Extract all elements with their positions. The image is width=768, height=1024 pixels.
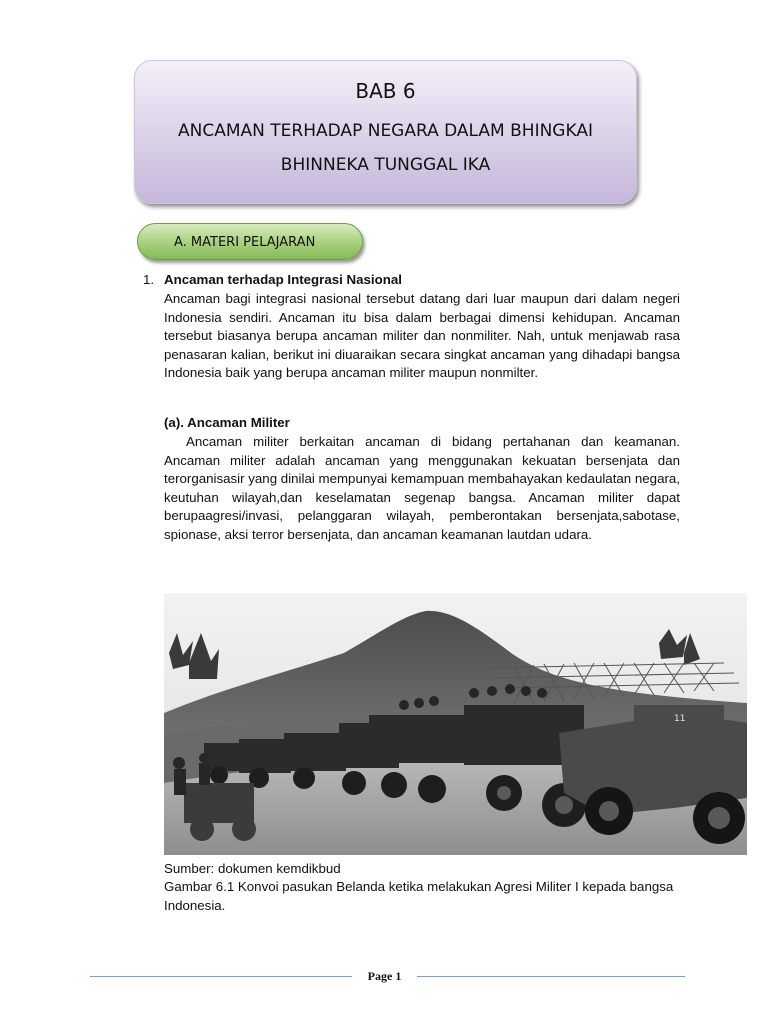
chapter-number: BAB 6 xyxy=(355,79,416,103)
page-number: Page 1 xyxy=(367,969,402,983)
convoy-photo xyxy=(164,593,747,855)
footer-rule-right xyxy=(417,976,685,977)
chapter-title-line2: BHINNEKA TUNGGAL IKA xyxy=(280,155,491,175)
footer-rule-left xyxy=(90,976,352,977)
vehicle-marking: 11 xyxy=(674,714,686,724)
subsection-heading: (a). Ancaman Militer xyxy=(164,415,290,430)
section-label: A. MATERI PELAJARAN xyxy=(137,223,363,260)
subsection-paragraph: Ancaman militer berkaitan ancaman di bidang pertahanan dan keamanan. Ancaman militer adalah ancaman yang menggunakan kekuatan bersenjata dan terorganisasir yang dinilai mempunyai kemampuan membahayakan kedaulatan negara, keutuhan wilayah,dan keselamatan segenap bangsa. Ancaman militer dapat berupaagresi/invasi, pelanggaran wilayah, pemberontakan bersenjata,sabotase, spionase, aksi terror bersenjata, dan ancaman keamanan lautdan udara. xyxy=(164,434,680,542)
item-paragraph: Ancaman bagi integrasi nasional tersebut datang dari luar maupun dari dalam negeri Indonesia sendiri. Ancaman itu bisa dalam berbagai dimensi kehidupan. Ancaman tersebut biasanya berupa ancaman militer dan nonmiliter. Nah, untuk menjawab rasa penasaran kalian, berikut ini diuaraikan secara singkat ancaman yang dihadapi bangsa Indonesia baik yang berupa ancaman militer maupun nonmilter. xyxy=(164,291,680,381)
figure-source: Sumber: dokumen kemdikbud xyxy=(164,861,341,876)
item-number: 1. xyxy=(143,272,155,287)
figure-caption: Gambar 6.1 Konvoi pasukan Belanda ketika melakukan Agresi Militer I kepada bangsa Indonesia. xyxy=(164,879,674,913)
chapter-banner xyxy=(134,60,637,204)
chapter-title-line1: ANCAMAN TERHADAP NEGARA DALAM BHINGKAI xyxy=(178,121,593,141)
item-heading: Ancaman terhadap Integrasi Nasional xyxy=(164,272,402,287)
